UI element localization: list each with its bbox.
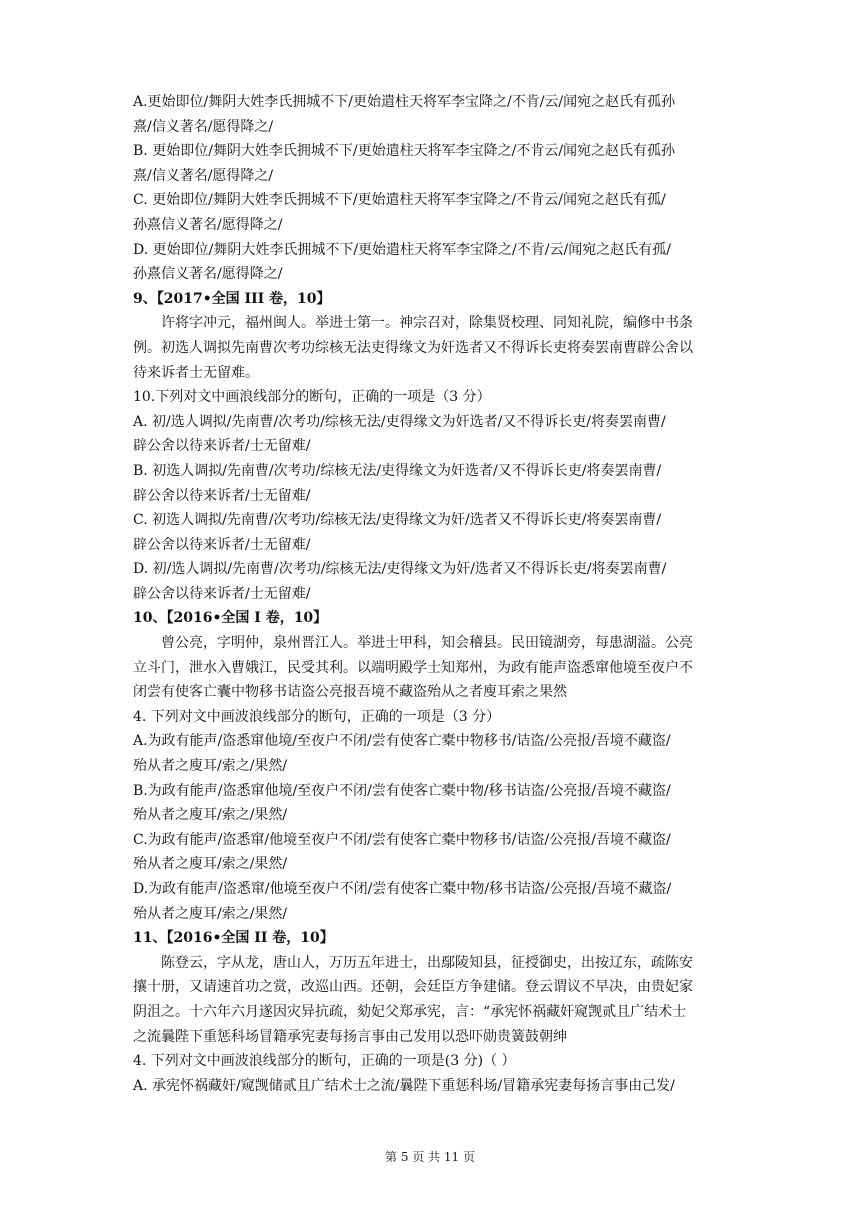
question-10-heading: 10、【2016•全国 I 卷，10】 xyxy=(133,610,328,627)
option-c-continuation: 殆从者之廋耳/索之/果然/ xyxy=(133,856,288,873)
option-b-line: B.为政有能声/盗悉窜他境/至夜户不闭/尝有使客亡橐中物/移书诘盗/公亮报/吾境不藏盗/ xyxy=(133,782,671,799)
passage-line: 待来诉者士无留难。 xyxy=(133,364,259,381)
option-c-line: C. 更始即位/舞阴大姓李氏拥城不下/更始遣柱天将军李宝降之/不肯云/闻宛之赵氏有孤/ xyxy=(133,192,666,209)
option-d-line: D. 更始即位/舞阴大姓李氏拥城不下/更始遣柱天将军李宝降之/不肯/云/闻宛之赵氏有孤/ xyxy=(133,241,671,258)
option-a-line: A. 承宪怀祸藏奸/窥觊储贰且广结术士之流/曩陛下重惩科场/冒籍承宪妻每扬言事由己发/ xyxy=(133,1077,675,1094)
option-c-continuation: 孙熹信义著名/愿得降之/ xyxy=(133,216,283,233)
passage-line: 立斗门，泄水入曹娥江，民受其利。以端明殿学士知郑州，为政有能声盗悉窜他境至夜户不 xyxy=(133,659,693,676)
question-prompt: 4. 下列对文中画波浪线部分的断句，正确的一项是（3 分） xyxy=(133,708,501,725)
passage-line: 曾公亮，字明仲，泉州晋江人。举进士甲科，知会稽县。民田镜湖旁，每患湖溢。公亮 xyxy=(161,635,693,652)
page-content xyxy=(133,90,733,1098)
passage-line: 之流曩陛下重惩科场冒籍承宪妻每扬言事由己发用以恐吓勋贵簧鼓朝绅 xyxy=(133,1028,567,1045)
option-a-line: A. 初/选人调拟/先南曹/次考功/综核无法/吏得缘文为奸选者/又不得诉长吏/将奏罢南曹/ xyxy=(133,413,666,430)
option-b-continuation: 辟公舍以待来诉者/士无留难/ xyxy=(133,487,311,504)
passage-line: 陈登云，字从龙，唐山人，万历五年进士，出鄢陵知县，征授御史，出按辽东，疏陈安 xyxy=(161,954,693,971)
option-d-continuation: 孙熹信义著名/愿得降之/ xyxy=(133,266,283,283)
option-c-line: C. 初选人调拟/先南曹/次考功/综核无法/吏得缘文为奸/选者又不得诉长吏/将奏罢南曹/ xyxy=(133,512,662,529)
question-prompt: 4. 下列对文中画波浪线部分的断句，正确的一项是(3 分)（ ） xyxy=(133,1053,516,1070)
passage-line: 攘十册，又请速首功之赏，改巡山西。还朝，会廷臣方争建储。登云谓议不早决，由贵妃家 xyxy=(133,979,693,996)
option-d-line: D.为政有能声/盗悉窜/他境至夜户不闭/尝有使客亡橐中物/移书诘盗/公亮报/吾境不藏盗/ xyxy=(133,881,672,897)
option-c-line: C.为政有能声/盗悉窜/他境至夜户不闭/尝有使客亡橐中物移书/诘盗/公亮报/吾境不藏盗/ xyxy=(133,831,671,848)
option-a-line: A.为政有能声/盗悉窜他境/至夜户不闭/尝有使客亡橐中物移书/诘盗/公亮报/吾境不藏盗/ xyxy=(133,733,671,750)
question-11-heading: 11、【2016•全国 II 卷，10】 xyxy=(133,930,334,947)
option-b-continuation: 殆从者之廋耳/索之/果然/ xyxy=(133,807,288,824)
option-d-line: D. 初/选人调拟/先南曹/次考功/综核无法/吏得缘文为奸/选者又不得诉长吏/将奏罢南曹/ xyxy=(133,561,667,578)
passage-line: 阴沮之。十六年六月遂因灾异抗疏，劾妃父郑承宪，言：“承宪怀祸藏奸窥觊贰且广结术士 xyxy=(133,1003,687,1020)
passage-line: 例。初选人调拟先南曹次考功综核无法吏得缘文为奸选者又不得诉长吏将奏罢南曹辟公舍以 xyxy=(133,339,693,356)
option-b-continuation: 熹/信义著名/愿得降之/ xyxy=(133,167,274,184)
option-a-continuation: 熹/信义著名/愿得降之/ xyxy=(133,118,274,135)
option-a-continuation: 辟公舍以待来诉者/士无留难/ xyxy=(133,438,311,455)
passage-line: 许将字冲元，福州闽人。举进士第一。神宗召对，除集贤校理、同知礼院，编修中书条 xyxy=(161,315,693,332)
passage-line: 闭尝有使客亡囊中物移书诘盗公亮报吾境不藏盗殆从之者廋耳索之果然 xyxy=(133,684,567,701)
option-a-line: A.更始即位/舞阴大姓李氏拥城不下/更始遣柱天将军李宝降之/不肯/云/闻宛之赵氏有孤孙 xyxy=(133,94,676,110)
question-prompt: 10.下列对文中画浪线部分的断句，正确的一项是（3 分） xyxy=(133,389,491,406)
option-c-continuation: 辟公舍以待来诉者/士无留难/ xyxy=(133,536,311,553)
option-d-continuation: 辟公舍以待来诉者/士无留难/ xyxy=(133,585,311,602)
question-9-heading: 9、【2017•全国 III 卷，10】 xyxy=(133,290,331,307)
option-b-line: B. 初选人调拟/先南曹/次考功/综核无法/吏得缘文为奸选者/又不得诉长吏/将奏罢南曹/ xyxy=(133,462,662,479)
option-d-continuation: 殆从者之廋耳/索之/果然/ xyxy=(133,905,288,922)
page-number-footer: 第 5 页 共 11 页 xyxy=(385,1150,475,1164)
option-b-line: B. 更始即位/舞阴大姓李氏拥城不下/更始遣柱天将军李宝降之/不肯云/闻宛之赵氏有孤孙 xyxy=(133,143,676,160)
option-a-continuation: 殆从者之廋耳/索之/果然/ xyxy=(133,758,288,775)
